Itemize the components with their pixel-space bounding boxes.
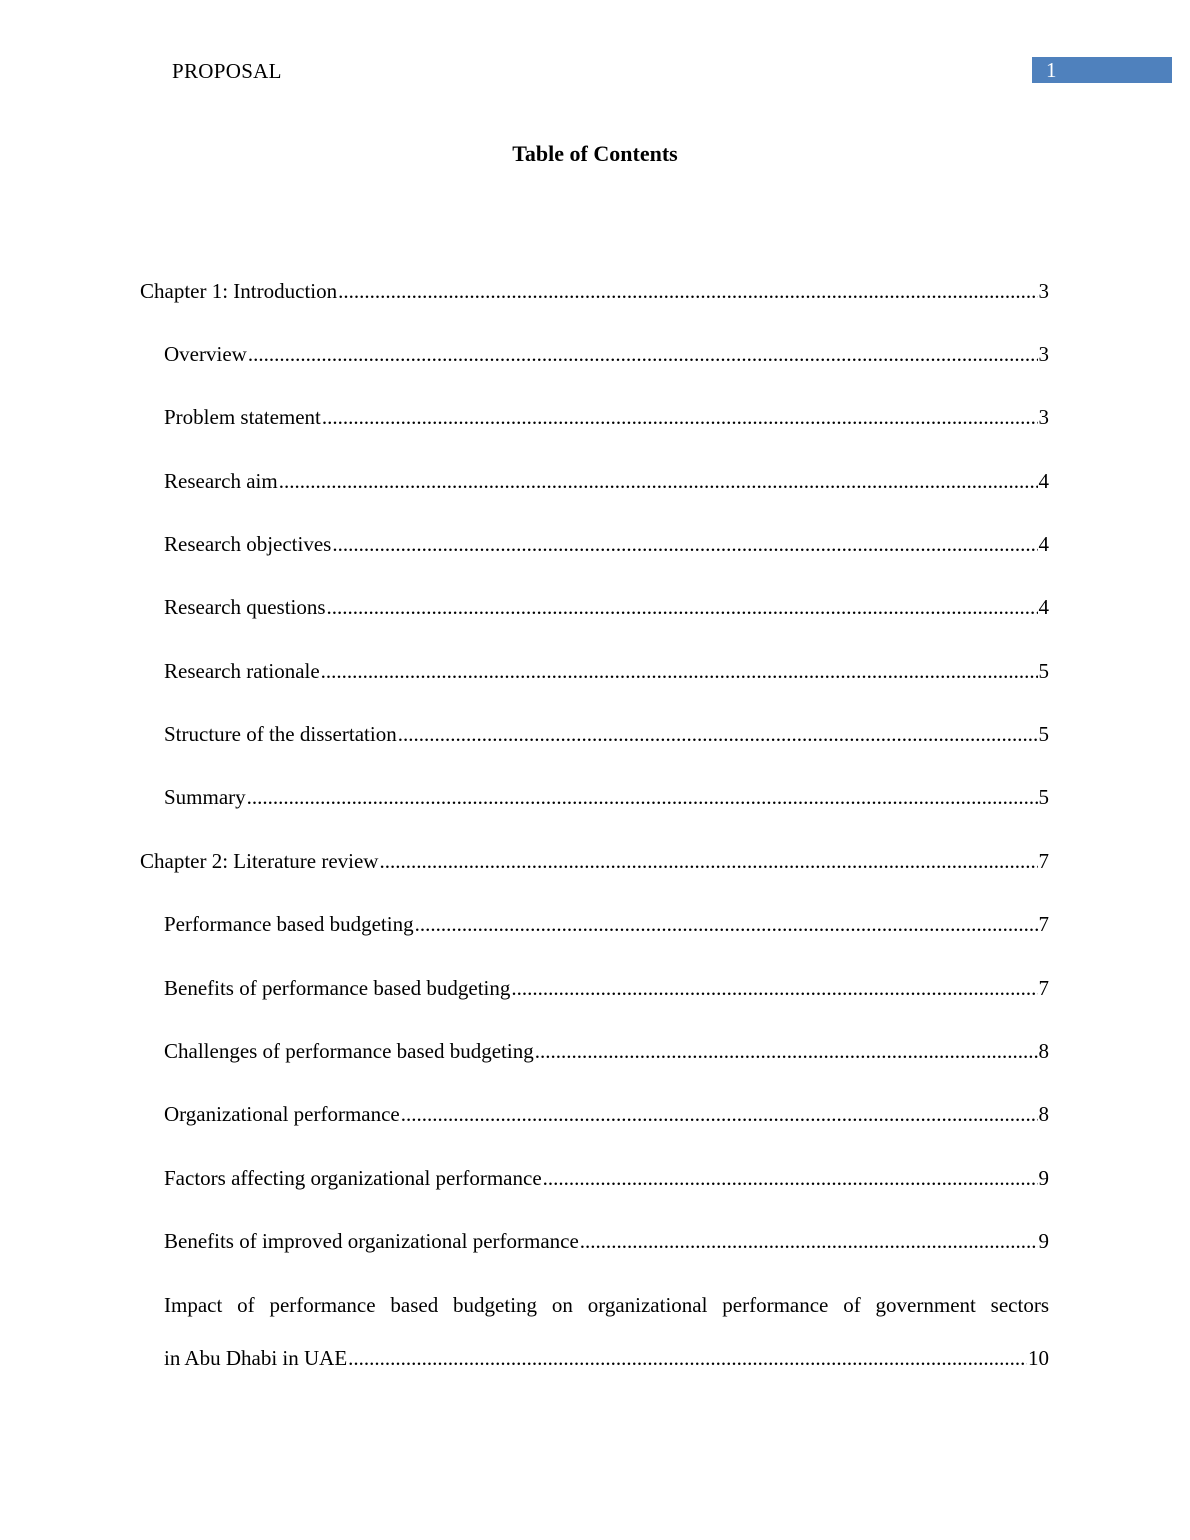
toc-entry-factors-organizational-performance[interactable] (164, 1164, 1049, 1192)
toc-entry-text: Benefits of improved organizational performance (164, 1229, 579, 1253)
dot-leader (322, 403, 1038, 431)
toc-entry-text: Problem statement (164, 405, 321, 429)
toc-entry-page: 5 (1038, 659, 1049, 683)
dot-leader (248, 340, 1038, 368)
toc-entry-page: 4 (1038, 469, 1049, 493)
toc-entry-page: 3 (1038, 342, 1049, 366)
toc-entry-page: 7 (1038, 976, 1049, 1000)
dot-leader (511, 974, 1037, 1002)
toc-entry-page: 9 (1038, 1166, 1049, 1190)
toc-entry-research-objectives[interactable] (164, 530, 1049, 558)
dot-leader (348, 1344, 1027, 1372)
toc-entry-text: Research objectives (164, 532, 332, 556)
toc-entry-page: 7 (1038, 849, 1049, 873)
dot-leader (332, 530, 1037, 558)
toc-entry-chapter-1[interactable] (140, 277, 1049, 305)
toc-entry-text: Chapter 1: Introduction (140, 279, 338, 303)
dot-leader (398, 720, 1038, 748)
toc-entry-text: Research questions (164, 595, 326, 619)
dot-leader (580, 1227, 1038, 1255)
header-title: PROPOSAL (172, 59, 282, 83)
toc-entry-page: 10 (1028, 1346, 1049, 1370)
toc-entry-page: 4 (1038, 595, 1049, 619)
toc-entry-text: Factors affecting organizational performance (164, 1166, 542, 1190)
toc-entry-text: Structure of the dissertation (164, 722, 397, 746)
dot-leader (379, 847, 1037, 875)
dot-leader (327, 593, 1038, 621)
toc-entry-text-line1: Impact of performance based budgeting on organizational performance of government sectors (164, 1293, 1049, 1317)
toc-entry-text: Summary (164, 785, 246, 809)
toc-entry-text: Benefits of performance based budgeting (164, 976, 511, 1000)
toc-entry-text: Challenges of performance based budgeting (164, 1039, 534, 1063)
toc-entry-page: 9 (1038, 1229, 1049, 1253)
toc-entry-page: 8 (1038, 1102, 1049, 1126)
toc-entry-benefits-pbb[interactable] (164, 974, 1049, 1002)
dot-leader (401, 1100, 1038, 1128)
toc-entry-page: 8 (1038, 1039, 1049, 1063)
dot-leader (321, 657, 1038, 685)
toc-entry-text: Chapter 2: Literature review (140, 849, 379, 873)
toc-entry-research-questions[interactable] (164, 593, 1049, 621)
toc-entry-text: Research aim (164, 469, 278, 493)
dot-leader (247, 783, 1038, 811)
toc-entry-chapter-2[interactable] (140, 847, 1049, 875)
toc-heading: Table of Contents (512, 141, 678, 166)
toc-entry-page: 3 (1038, 279, 1049, 303)
toc-entry-performance-based-budgeting[interactable] (164, 910, 1049, 938)
toc-entry-benefits-improved-performance[interactable] (164, 1227, 1049, 1255)
toc-entry-structure[interactable] (164, 720, 1049, 748)
toc-entry-summary[interactable] (164, 783, 1049, 811)
toc-entry-page: 5 (1038, 722, 1049, 746)
toc-entry-research-rationale[interactable] (164, 657, 1049, 685)
toc-entry-text: Organizational performance (164, 1102, 400, 1126)
toc-entry-overview[interactable] (164, 340, 1049, 368)
toc-entry-page: 3 (1038, 405, 1049, 429)
dot-leader (279, 467, 1038, 495)
toc-entry-organizational-performance[interactable] (164, 1100, 1049, 1128)
toc-entry-challenges-pbb[interactable] (164, 1037, 1049, 1065)
toc-entry-text: Overview (164, 342, 247, 366)
dot-leader (535, 1037, 1038, 1065)
toc-entry-page: 7 (1038, 912, 1049, 936)
dot-leader (338, 277, 1037, 305)
toc-entry-line2 (164, 1344, 1049, 1372)
dot-leader (543, 1164, 1038, 1192)
toc-entry-page: 4 (1038, 532, 1049, 556)
toc-entry-text: Performance based budgeting (164, 912, 414, 936)
dot-leader (415, 910, 1038, 938)
toc-entry-page: 5 (1038, 785, 1049, 809)
toc-entry-research-aim[interactable] (164, 467, 1049, 495)
toc-entry-text: in Abu Dhabi in UAE (164, 1346, 348, 1370)
page-number-badge: 1 (1032, 57, 1172, 83)
toc-entry-text: Research rationale (164, 659, 320, 683)
toc-entry-problem-statement[interactable] (164, 403, 1049, 431)
